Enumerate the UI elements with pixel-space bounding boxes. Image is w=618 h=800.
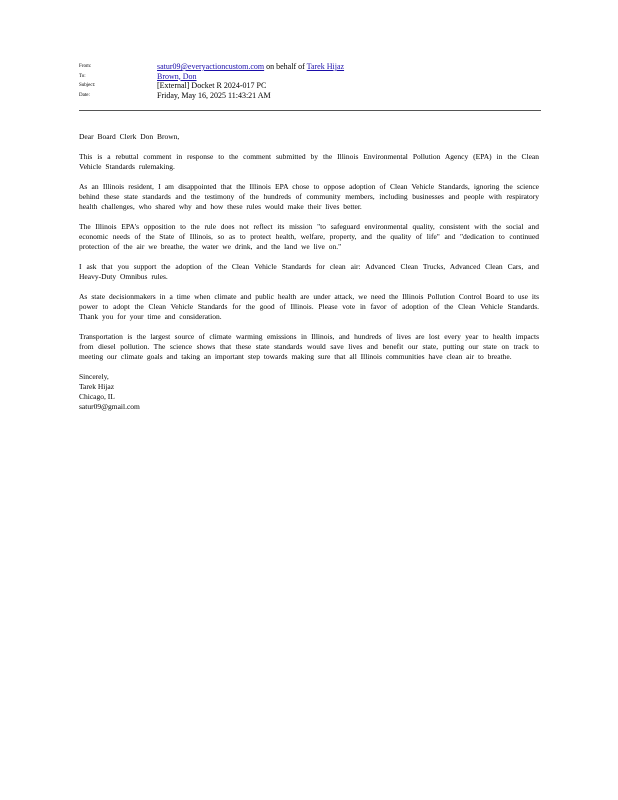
signature-closing: Sincerely, — [79, 372, 109, 381]
subject-value: [External] Docket R 2024-017 PC — [157, 81, 267, 90]
signature-block — [79, 372, 539, 412]
from-name-link[interactable]: Tarek Hijaz — [306, 62, 345, 71]
date-value: Friday, May 16, 2025 11:43:21 AM — [157, 90, 271, 100]
subject-row — [79, 81, 541, 91]
from-value — [157, 62, 344, 72]
to-value-link[interactable]: Brown, Don — [157, 71, 197, 81]
body-paragraph-6: Transportation is the largest source of climate warming emissions in Illinois, and hundreds of lives are lost every year to health impacts from diesel pollution. The science shows that these state standards would save lives and benefit our state, putting our state on track to meeting our climate goals and taking an important step towards making sure that all Illinois communities have clean air to breathe. — [79, 332, 539, 361]
body-paragraph-5: As state decisionmakers in a time when climate and public health are under attack, we need the Illinois Pollution Control Board to use its power to adopt the Clean Vehicle Standards for the good of Illinois. Please vote in favor of adoption of the Clean Vehicle Standards. Thank you for your time and consideration. — [79, 292, 539, 321]
body-paragraph-2: As an Illinois resident, I am disappointed that the Illinois EPA chose to oppose adoption of Clean Vehicle Standards, ignoring the science behind these state standards and the testimony of the hundreds of community members, including businesses and people with respiratory health challenges, who shared why and how these rules would make their lives better. — [79, 182, 539, 211]
signature-email: satur09@gmail.com — [79, 402, 140, 411]
body-paragraph-1: This is a rebuttal comment in response to the comment submitted by the Illinois Environmental Pollution Agency (EPA) in the Clean Vehicle Standards rulemaking. — [79, 152, 539, 171]
from-email-link[interactable]: satur09@everyactioncustom.com — [157, 62, 265, 71]
subject-label: Subject: — [79, 83, 96, 88]
to-row — [79, 72, 541, 82]
from-row — [79, 62, 541, 72]
date-label: Date: — [79, 92, 90, 98]
from-mid-text: on behalf of — [264, 62, 307, 71]
to-label: To: — [79, 73, 86, 79]
body-paragraph-4: I ask that you support the adoption of the Clean Vehicle Standards for clean air: Advanced Clean Trucks, Advanced Clean Cars, and Heavy-Duty Omnibus rules. — [79, 262, 539, 281]
body-paragraph-3: The Illinois EPA's opposition to the rule does not reflect its mission "to safeguard environmental quality, consistent with the social and economic needs of the State of Illinois, so as to protect health, welfare, property, and the quality of life" and "dedication to continued protection of the air we breathe, the water we drink, and the land we live on." — [79, 222, 539, 251]
salutation: Dear Board Clerk Don Brown, — [79, 132, 180, 141]
from-label: From: — [79, 64, 92, 69]
date-row — [79, 91, 541, 101]
email-header — [79, 62, 541, 100]
email-body — [79, 132, 539, 412]
header-divider — [79, 110, 541, 111]
signature-location: Chicago, IL — [79, 392, 115, 401]
signature-name: Tarek Hijaz — [79, 382, 115, 391]
